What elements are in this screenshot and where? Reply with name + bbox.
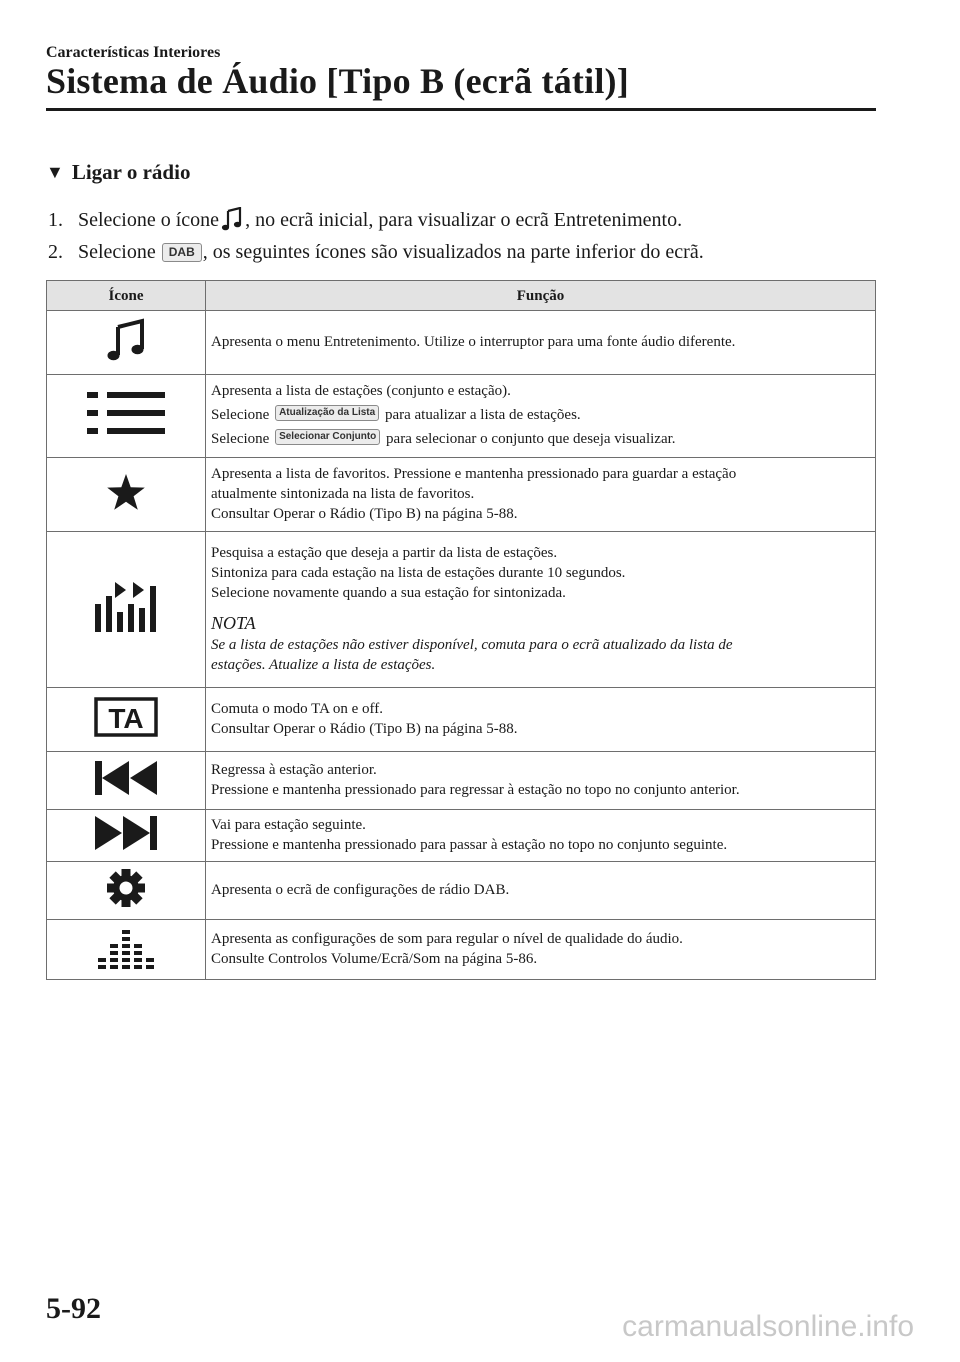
function-text: Apresenta as configurações de som para regular o nível de qualidade do áudio. [211,930,683,947]
step-item [48,236,704,268]
step-text: , os seguintes ícones são visualizados na parte inferior do ecrã. [202,241,704,263]
music-note-icon [221,207,243,233]
function-cell [206,862,876,920]
update-list-button[interactable]: Atualização da Lista [275,405,379,421]
function-text: Regressa à estação anterior. [211,761,377,778]
function-text: Pressione e mantenha pressionado para regressar à estação no topo no conjunto anterior. [211,781,740,798]
icon-cell [47,810,206,862]
ta-icon-label: TA [108,702,144,734]
step-item [48,204,704,236]
star-icon[interactable] [106,473,146,511]
column-header-icon: Ícone [47,281,206,311]
note-title: NOTA [211,612,256,633]
table-row [47,862,876,920]
step-number: 1. [48,209,63,231]
header-divider [46,108,876,111]
function-cell [206,810,876,862]
note-text: Se a lista de estações não estiver disponível, comuta para o ecrã atualizado da lista de [211,636,733,653]
function-text-line [211,429,869,449]
function-cell [206,688,876,752]
function-cell [206,375,876,458]
table-row [47,810,876,862]
function-table [46,280,876,980]
function-text: Consultar Operar o Rádio (Tipo B) na página 5-88. [211,720,518,737]
icon-cell [47,920,206,980]
function-text-line [211,405,869,425]
subsection-title: Ligar o rádio [71,160,191,184]
function-cell [206,532,876,688]
function-text: Comuta o modo TA on e off. [211,700,383,717]
steps-list [48,204,704,268]
equalizer-icon[interactable] [98,925,154,969]
icon-cell [47,532,206,688]
function-cell [206,752,876,810]
step-text: Selecione o ícone [78,209,220,231]
select-ensemble-button[interactable]: Selecionar Conjunto [275,429,380,445]
table-row [47,375,876,458]
function-text: atualmente sintonizada na lista de favoritos. [211,485,475,502]
music-note-icon[interactable] [106,318,146,362]
function-text: Consulte Controlos Volume/Ecrã/Som na página 5-86. [211,950,538,967]
function-text: Pesquisa a estação que deseja a partir da lista de estações. [211,544,558,561]
function-text: para selecionar o conjunto que deseja visualizar. [386,431,676,447]
function-text: Selecione [211,407,270,423]
icon-cell [47,311,206,375]
function-text: Apresenta a lista de favoritos. Pressione e mantenha pressionado para guardar a estação [211,465,737,482]
function-text: Apresenta a lista de estações (conjunto e estação). [211,383,511,399]
function-cell [206,920,876,980]
function-text: Selecione novamente quando a sua estação for sintonizada. [211,584,566,601]
table-row [47,311,876,375]
note-text: estações. Atualize a lista de estações. [211,656,436,673]
function-cell [206,311,876,375]
table-header-row [47,281,876,311]
gear-icon[interactable] [106,868,146,908]
function-text: Apresenta o menu Entretenimento. Utilize o interruptor para uma fonte áudio diferente. [211,333,736,350]
icon-cell [47,688,206,752]
section-label: Características Interiores [46,44,221,61]
triangle-bullet-icon: ▼ [46,162,64,182]
step-number: 2. [48,241,63,263]
table-row [47,688,876,752]
icon-cell [47,375,206,458]
function-text: para atualizar a lista de estações. [384,407,581,423]
function-text: Selecione [211,431,270,447]
function-text: Consultar Operar o Rádio (Tipo B) na página 5-88. [211,505,518,522]
table-row [47,532,876,688]
table-row [47,920,876,980]
next-icon[interactable] [95,816,157,850]
ta-icon[interactable] [94,697,158,737]
page-number: 5-92 [46,1292,101,1325]
icon-cell [47,862,206,920]
list-icon[interactable] [87,390,165,436]
table-row [47,752,876,810]
previous-icon[interactable] [95,761,157,795]
function-text: Sintoniza para cada estação na lista de estações durante 10 segundos. [211,564,626,581]
step-text: Selecione [78,241,156,263]
icon-cell [47,752,206,810]
subsection-heading [46,160,190,185]
function-cell [206,458,876,532]
icon-cell [47,458,206,532]
table-row [47,458,876,532]
watermark: carmanualsonline.info [622,1310,914,1343]
step-text: , no ecrã inicial, para visualizar o ecrã Entretenimento. [245,209,683,231]
page-title: Sistema de Áudio [Tipo B (ecrã tátil)] [46,61,629,101]
function-text: Pressione e mantenha pressionado para passar à estação no topo no conjunto seguinte. [211,836,728,853]
function-text: Vai para estação seguinte. [211,816,366,833]
column-header-function: Função [206,281,876,311]
function-text: Apresenta o ecrã de configurações de rádio DAB. [211,881,510,898]
scan-icon[interactable] [95,582,157,632]
dab-button[interactable]: DAB [162,243,202,262]
